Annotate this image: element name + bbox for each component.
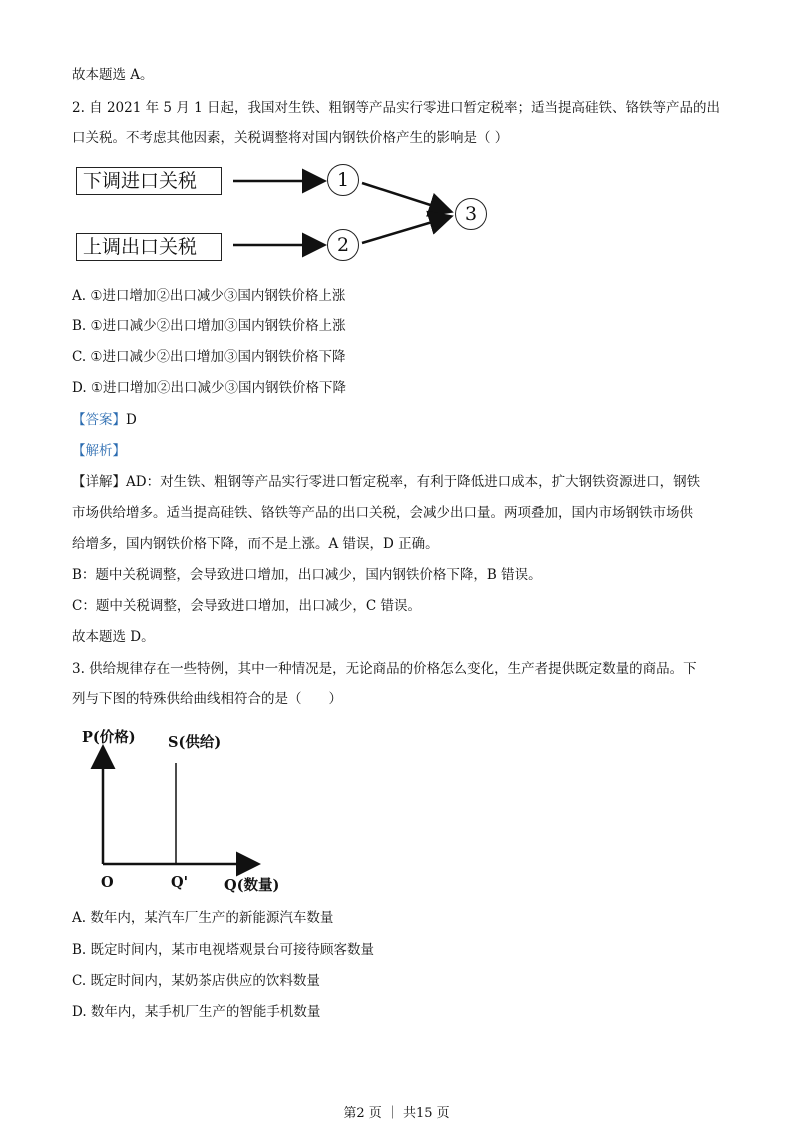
analysis-label: 【解析】 <box>72 443 126 459</box>
q2-conclusion: 故本题选 D。 <box>72 629 155 645</box>
x-axis-label: Q(数量) <box>224 877 280 894</box>
supply-curve-label: S(供给) <box>168 734 222 751</box>
answer-label: 【答案】 <box>72 412 126 428</box>
y-axis-label: P(价格) <box>82 729 136 746</box>
q-prime-label: Q' <box>171 874 189 891</box>
origin-label: O <box>101 874 114 891</box>
detail-line1-text: AD：对生铁、粗钢等产品实行零进口暂定税率，有利于降低进口成本，扩大钢铁资源进口，钢铁 <box>126 474 701 490</box>
q3-stem-line2: 列与下图的特殊供给曲线相符合的是（ ） <box>72 691 342 707</box>
q2-option-d: D. ①进口增加②出口减少③国内钢铁价格下降 <box>72 380 347 396</box>
q2-option-b: B. ①进口减少②出口增加③国内钢铁价格上涨 <box>72 318 346 334</box>
node-2: 2 <box>327 229 359 261</box>
q2-stem-line1: 2. 自 2021 年 5 月 1 日起，我国对生铁、粗钢等产品实行零进口暂定税率；适当提高硅铁、铬铁等产品的出 <box>72 100 720 116</box>
prev-conclusion: 故本题选 A。 <box>72 67 154 83</box>
node-1: 1 <box>327 164 359 196</box>
q2-option-a: A. ①进口增加②出口减少③国内钢铁价格上涨 <box>72 288 346 304</box>
q2-option-c: C. ①进口减少②出口增加③国内钢铁价格下降 <box>72 349 346 365</box>
q2-detail-line3: 给增多，国内钢铁价格下降，而不是上涨。A 错误，D 正确。 <box>72 536 439 552</box>
q3-option-c: C. 既定时间内，某奶茶店供应的饮料数量 <box>72 973 320 989</box>
page-footer: 第2 页 ｜ 共15 页 <box>343 1106 450 1121</box>
q3-option-d: D. 数年内，某手机厂生产的智能手机数量 <box>72 1004 321 1020</box>
box-lower-import-tariff: 下调进口关税 <box>76 167 222 195</box>
q3-option-a: A. 数年内，某汽车厂生产的新能源汽车数量 <box>72 910 334 926</box>
q3-option-b: B. 既定时间内，某市电视塔观景台可接待顾客数量 <box>72 942 375 958</box>
detail-label: 【详解】 <box>72 474 126 490</box>
q3-stem-line1: 3. 供给规律存在一些特例，其中一种情况是，无论商品的价格怎么变化，生产者提供既定数量的商品。下 <box>72 661 697 677</box>
node-3: 3 <box>455 198 487 230</box>
box-raise-export-tariff: 上调出口关税 <box>76 233 222 261</box>
answer-value: D <box>126 412 137 428</box>
q2-detail-line5: C：题中关税调整，会导致进口增加，出口减少，C 错误。 <box>72 598 421 614</box>
q2-detail-line2: 市场供给增多。适当提高硅铁、铬铁等产品的出口关税，会减少出口量。两项叠加，国内市场钢铁市场供 <box>72 505 693 521</box>
q2-stem-line2: 口关税。不考虑其他因素，关税调整将对国内钢铁价格产生的影响是（ ） <box>72 130 509 146</box>
q2-detail-line4: B：题中关税调整，会导致进口增加，出口减少，国内钢铁价格下降，B 错误。 <box>72 567 542 583</box>
